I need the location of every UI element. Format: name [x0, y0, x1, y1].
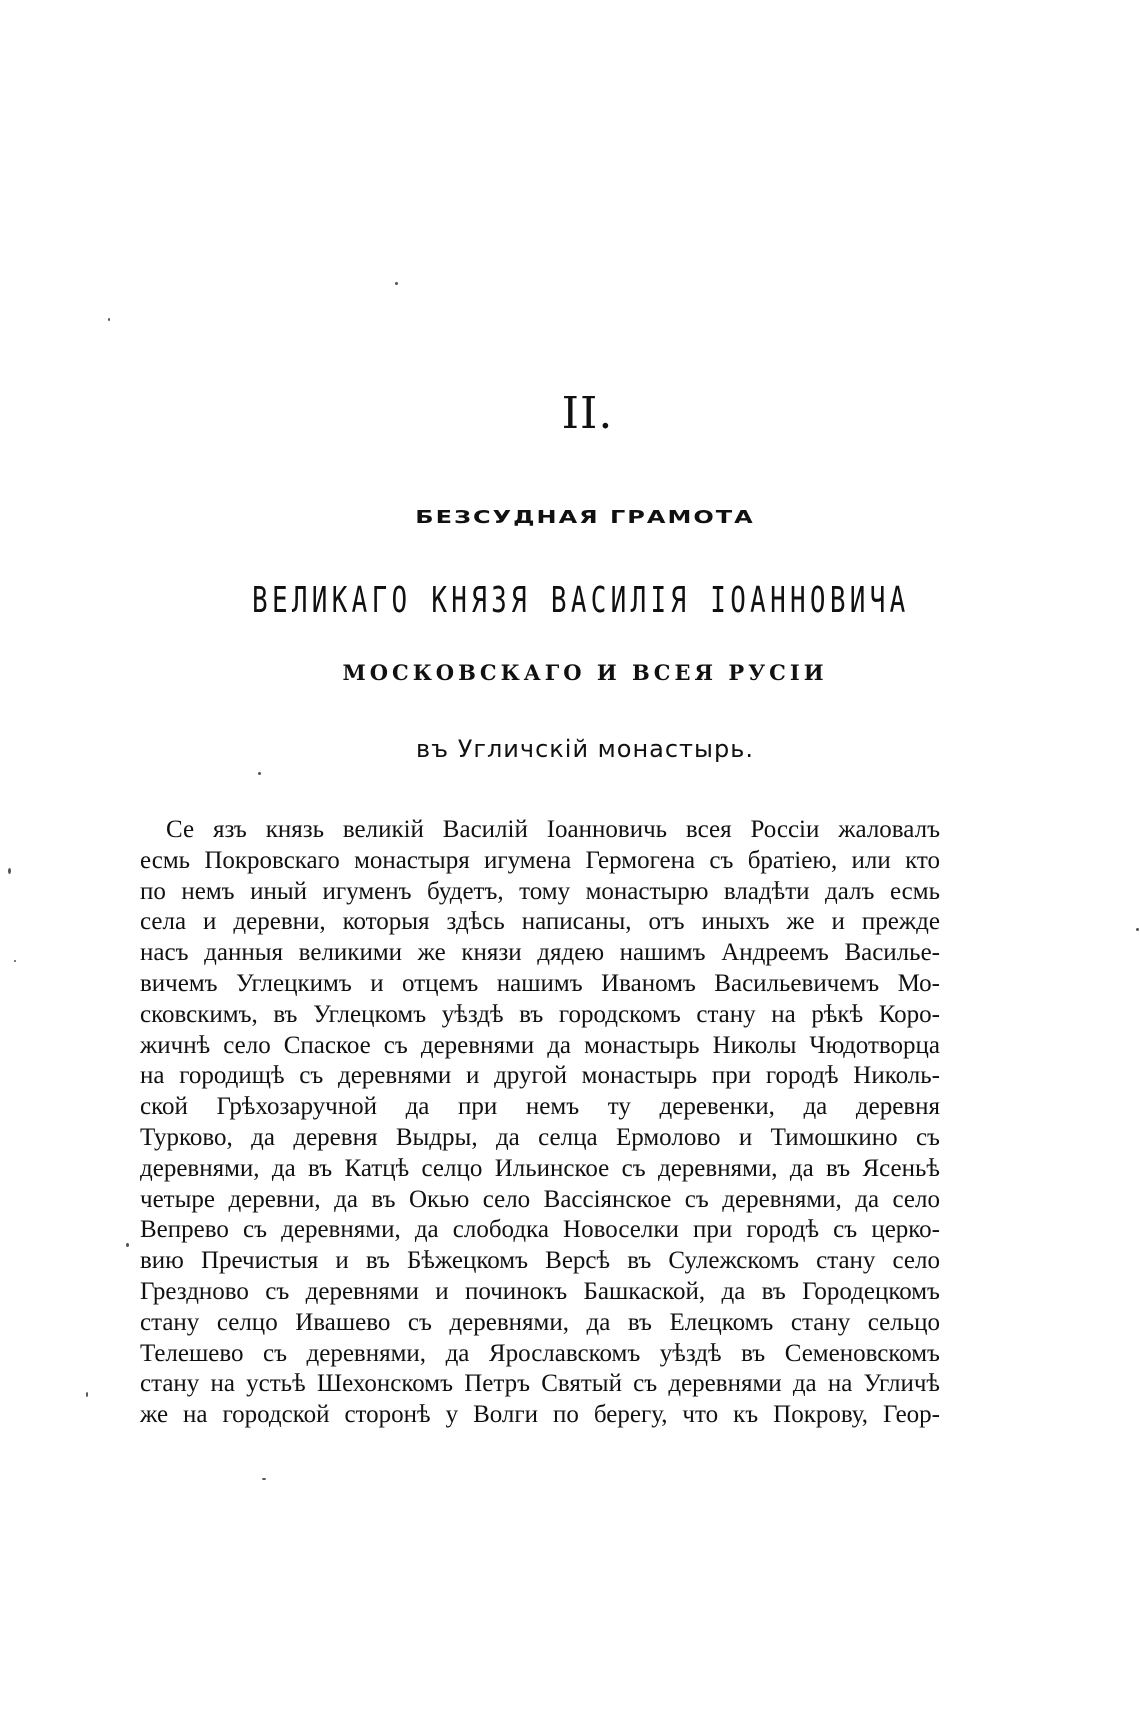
scan-speck: [126, 1243, 129, 1247]
text-line: Грездново съ деревнями и починокъ Башкаской, да въ Городецкомъ: [140, 1277, 940, 1305]
scan-speck: [14, 960, 16, 962]
text-line: стану селцо Ивашево съ деревнями, да въ Елецкомъ стану сельцо: [140, 1308, 940, 1336]
text-line: же на городской сторонѣ у Волги по берегу, что къ Покрову, Геор-: [140, 1401, 940, 1429]
section-numeral: II.: [561, 388, 614, 439]
text-line: сковскимъ, въ Углецкомъ уѣздѣ въ городскомъ стану на рѣкѣ Коро-: [140, 1000, 940, 1028]
scan-speck: [395, 282, 398, 285]
text-line: четыре деревни, да въ Окью село Вассіянское съ деревнями, да село: [140, 1185, 940, 1213]
text-line: села и деревни, которыя здѣсь написаны, отъ иныхъ же и прежде: [140, 908, 940, 936]
scan-speck: [86, 1392, 88, 1397]
text-line: Се язъ князь великій Василій Іоанновичь всея Россіи жаловалъ: [166, 816, 940, 843]
text-line: ской Грѣхозаручной да при немъ ту деревенки, да деревня: [140, 1093, 940, 1121]
text-line: вичемъ Углецкимъ и отцемъ нашимъ Иваномъ Васильевичемъ Мо-: [140, 969, 940, 997]
scan-speck: [108, 318, 110, 321]
text-line: насъ данныя великими же князи дядею нашимъ Андреемъ Василье-: [140, 939, 940, 967]
text-line: стану на устьѣ Шехонскомъ Петръ Святый съ деревнями да на Угличѣ: [140, 1370, 940, 1398]
text-line: Вепрево съ деревнями, да слободка Новоселки при городѣ съ церко-: [140, 1216, 940, 1244]
document-title: БЕЗСУДНАЯ ГРАМОТА: [415, 506, 755, 528]
text-line: есмь Покровскаго монастыря игумена Гермогена съ братіею, или кто: [140, 846, 940, 874]
text-line: Турково, да деревня Выдры, да селца Ермолово и Тимошкино съ: [140, 1123, 940, 1151]
document-title-moscow: МОСКОВСКАГО И ВСЕЯ РУСІИ: [342, 660, 828, 685]
body-text: [140, 815, 940, 1431]
scan-speck: [8, 868, 11, 874]
text-line: на городищѣ съ деревнями и другой монастырь при городѣ Николь-: [140, 1062, 940, 1090]
scan-speck: [258, 772, 261, 775]
text-line: жичнѣ село Спаское съ деревнями да монастырь Николы Чюдотворца: [140, 1031, 940, 1059]
text-line: по немъ иный игуменъ будетъ, тому монастырю владѣти далъ есмь: [140, 877, 940, 905]
text-line: Телешево съ деревнями, да Ярославскомъ уѣздѣ въ Семеновскомъ: [140, 1339, 940, 1367]
text-line: вию Пречистыя и въ Бѣжецкомъ Версѣ въ Сулежскомъ стану село: [140, 1247, 940, 1275]
document-subtitle: въ Угличскій монастырь.: [416, 735, 754, 763]
text-line: деревнями, да въ Катцѣ селцо Ильинское съ деревнями, да въ Ясеньѣ: [140, 1154, 940, 1182]
document-title-grand-prince: ВЕЛИКАГО КНЯЗЯ ВАСИЛІЯ ІОАННОВИЧА: [252, 580, 910, 621]
scan-speck: [262, 1478, 266, 1480]
scan-speck: [1136, 928, 1139, 931]
